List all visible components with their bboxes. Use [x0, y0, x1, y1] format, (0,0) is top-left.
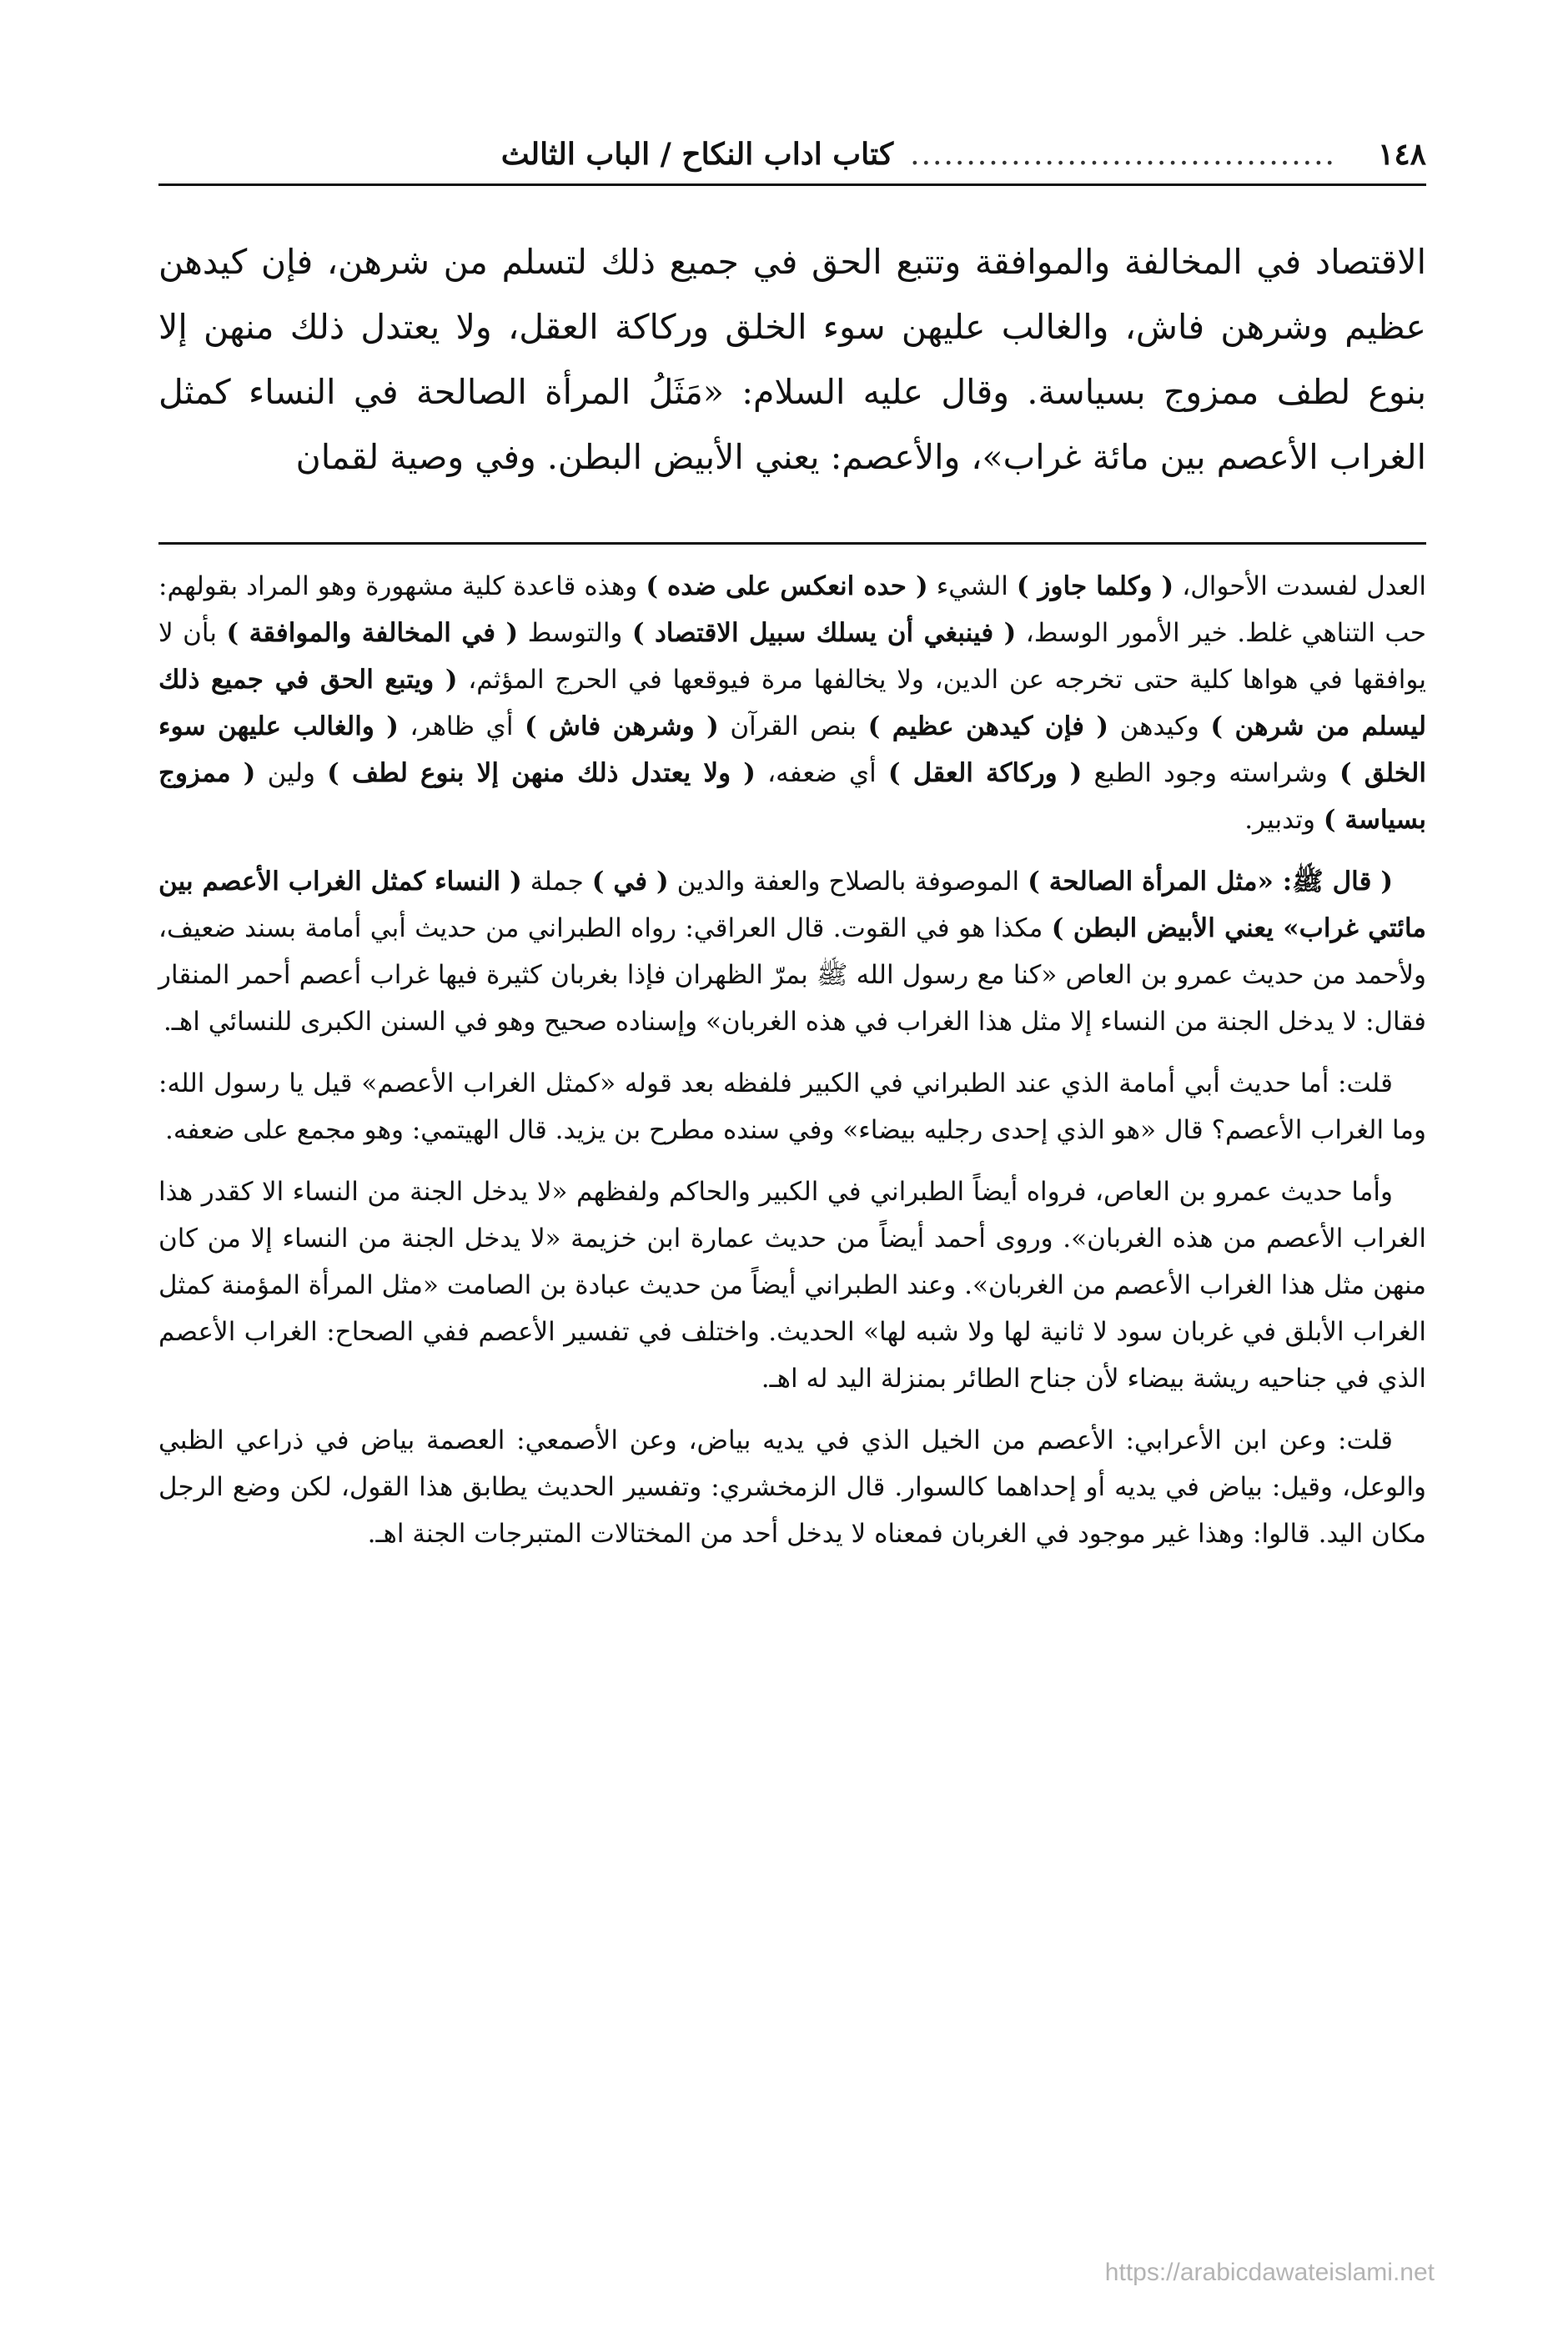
commentary-text: أي ظاهر، — [398, 711, 525, 741]
commentary-text: بأن لا يوافقها في هواها كلية حتى تخرجه عن الدين، ولا يخالفها مرة فيوقعها في الحرج المؤثم، — [158, 618, 1426, 695]
quoted-matn-text: ( وركاكة العقل ) — [887, 758, 1083, 788]
quoted-matn-text: ( والغالب عليهن سوء الخلق ) — [158, 711, 1426, 788]
page-number: ١٤٨ — [1377, 137, 1426, 172]
quoted-matn-text: ( في المخالفة والموافقة ) — [226, 618, 519, 648]
commentary-text: وهذه قاعدة كلية مشهورة وهو المراد بقولهم: حب التناهي غلط. خير الأمور الوسط، — [158, 571, 1426, 648]
quoted-matn-text: ( وكلما جاوز ) — [1016, 571, 1174, 601]
commentary-paragraph-2 — [158, 858, 1426, 1045]
commentary-text: بنص القرآن — [718, 711, 868, 741]
commentary-paragraph-1 — [158, 563, 1426, 843]
quoted-matn-text: ( فينبغي أن يسلك سبيل الاقتصاد ) — [631, 618, 1017, 648]
commentary-text: ولين — [255, 758, 328, 788]
commentary-text: والتوسط — [518, 618, 632, 648]
commentary-text: العدل لفسدت الأحوال، — [1173, 571, 1427, 601]
header-dots: ...................................... — [910, 137, 1336, 172]
commentary-text: الموصوفة بالصلاح والعفة والدين — [668, 867, 1028, 897]
watermark-url: https://arabicdawateislami.net — [1104, 2259, 1435, 2286]
commentary-paragraph-3: قلت: أما حديث أبي أمامة الذي عند الطبراني في الكبير فلفظه بعد قوله «كمثل الغراب الأعصم» قيل يا رسول الله: وما الغراب الأعصم؟ قال «هو الذي إحدى رجليه بيضاء» وفي سنده مطرح بن يزيد. قال الهيتمي: وهو مجمع على ضعفه. — [158, 1068, 1426, 1145]
commentary-paragraph-5: قلت: وعن ابن الأعرابي: الأعصم من الخيل الذي في يديه بياض، وعن الأصمعي: العصمة بياض في ذراعي الظبي والوعل، وقيل: بياض في يديه أو إحداهما كالسوار. قال الزمخشري: وتفسير الحديث يطابق هذا القول، لكن وضع الرجل مكان اليد. قالوا: وهذا غير موجود في الغربان فمعناه لا يدخل أحد من المختالات المتبرجات الجنة اهـ. — [158, 1425, 1426, 1549]
quoted-matn-text: ( ولا يعتدل ذلك منهن إلا بنوع لطف ) — [327, 758, 756, 788]
commentary-text: الشيء — [927, 571, 1017, 601]
quoted-matn-text: ( في ) — [591, 867, 669, 897]
quoted-matn-text: ( قال ﷺ: «مثل المرأة الصالحة ) — [1028, 867, 1394, 897]
main-paragraph: الاقتصاد في المخالفة والموافقة وتتبع الحق في جميع ذلك لتسلم من شرهن، فإن كيدهن عظيم وشرهن فاش، والغالب عليهن سوء الخلق وركاكة العقل، ولا يعتدل ذلك منهن إلا بنوع لطف ممزوج بسياسة. وقال عليه السلام: «مَثَلُ المرأة الصالحة في النساء كمثل الغراب الأعصم بين مائة غراب»، والأعصم: يعني الأبيض البطن. وفي وصية لقمان — [158, 242, 1426, 477]
commentary — [158, 563, 1426, 1572]
commentary-text: جملة — [521, 867, 592, 897]
commentary-text: وشراسته وجود الطبع — [1082, 758, 1340, 788]
quoted-matn-text: ( حده انعكس على ضده ) — [646, 571, 928, 601]
commentary-paragraph-4: وأما حديث عمرو بن العاص، فرواه أيضاً الطبراني في الكبير والحاكم ولفظهم «لا يدخل الجنة من النساء الا كقدر هذا الغراب الأعصم من هذه الغربان». وروى أحمد أيضاً من حديث عمارة ابن خزيمة «لا يدخل الجنة من النساء إلا من كان منهن مثل هذا الغراب الأعصم من الغربان». وعند الطبراني أيضاً من حديث عبادة بن الصامت «مثل المرأة المؤمنة كمثل الغراب الأبلق في غربان سود لا ثانية لها ولا شبه لها» الحديث. واختلف في تفسير الأعصم ففي الصحاح: الغراب الأعصم الذي في جناحيه ريشة بيضاء لأن جناح الطائر بمنزلة اليد له اهـ. — [158, 1177, 1426, 1394]
commentary-text: مكذا هو في القوت. قال العراقي: رواه الطبراني من حديث أبي أمامة بسند ضعيف، ولأحمد من حديث عمرو بن العاص «كنا مع رسول الله ﷺ بمرّ الظهران فإذا بغربان كثيرة فيها غراب أعصم أحمر المنقار فقال: لا يدخل الجنة من النساء إلا مثل هذا الغراب في هذه الغربان» وإسناده صحيح وهو في السنن الكبرى للنسائي اهـ. — [158, 913, 1426, 1037]
quoted-matn-text: ( ممزوج بسياسة ) — [158, 758, 1426, 835]
main-text — [158, 229, 1426, 490]
commentary-text: وكيدهن — [1108, 711, 1211, 741]
commentary-text: أي ضعفه، — [755, 758, 888, 788]
commentary-text: وتدبير. — [1244, 805, 1324, 835]
running-title: كتاب اداب النكاح / الباب الثالث — [500, 137, 894, 172]
page-header — [158, 125, 1426, 186]
quoted-matn-text: ( النساء كمثل الغراب الأعصم بين مائتي غراب» يعني الأبيض البطن ) — [158, 867, 1426, 943]
quoted-matn-text: ( وشرهن فاش ) — [524, 711, 719, 741]
quoted-matn-text: ( فإن كيدهن عظيم ) — [867, 711, 1109, 741]
section-divider — [158, 542, 1426, 545]
quoted-matn-text: ( ويتبع الحق في جميع ذلك ليسلم من شرهن ) — [158, 665, 1427, 741]
